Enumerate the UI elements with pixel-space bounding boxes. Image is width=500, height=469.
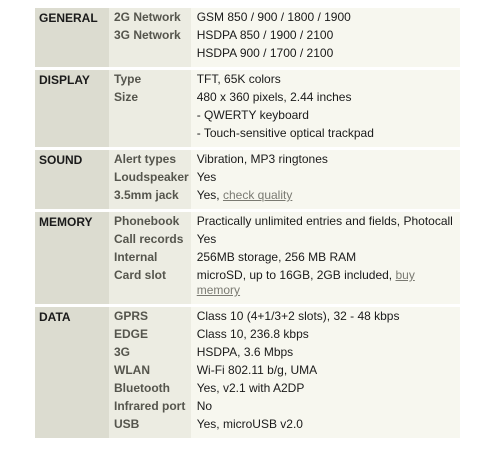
spec-label: Internal xyxy=(109,248,191,266)
check-quality-link[interactable]: check quality xyxy=(222,188,293,202)
spec-value-text: microSD, up to 16GB, 2GB included, xyxy=(196,268,393,282)
spec-value: Class 10 (4+1/3+2 slots), 32 - 48 kbps xyxy=(191,307,460,325)
spec-value: GSM 850 / 900 / 1800 / 1900 xyxy=(191,8,460,26)
spec-label: GPRS xyxy=(109,307,191,325)
spec-label: USB xyxy=(109,415,191,438)
spec-label: Call records xyxy=(109,230,191,248)
spec-value: No xyxy=(191,397,460,415)
spec-value: Yes, v2.1 with A2DP xyxy=(191,379,460,397)
spec-label: 2G Network xyxy=(109,8,191,26)
spec-label: 3G xyxy=(109,343,191,361)
spec-value: Yes xyxy=(191,168,460,186)
spec-value: 480 x 360 pixels, 2.44 inches xyxy=(191,88,460,106)
spec-value: - Touch-sensitive optical trackpad xyxy=(191,124,460,147)
spec-value: Yes, microUSB v2.0 xyxy=(191,415,460,438)
spec-label: Alert types xyxy=(109,150,191,168)
section-title-memory: MEMORY xyxy=(35,212,109,304)
spec-value: - QWERTY keyboard xyxy=(191,106,460,124)
spec-value: HSDPA 850 / 1900 / 2100 xyxy=(191,26,460,44)
spec-label: WLAN xyxy=(109,361,191,379)
spec-label: Card slot xyxy=(109,266,191,304)
buy-memory-link[interactable]: buy memory xyxy=(196,268,415,297)
section-title-data: DATA xyxy=(35,307,109,438)
spec-label: Type xyxy=(109,70,191,88)
spec-value: Practically unlimited entries and fields, Photocall xyxy=(191,212,460,230)
spec-value: HSDPA, 3.6 Mbps xyxy=(191,343,460,361)
spec-value: Class 10, 236.8 kbps xyxy=(191,325,460,343)
spec-row-gprs xyxy=(35,307,460,325)
spec-value: Yes xyxy=(191,230,460,248)
spec-label: Infrared port xyxy=(109,397,191,415)
spec-label: 3.5mm jack xyxy=(109,186,191,209)
spec-value: HSDPA 900 / 1700 / 2100 xyxy=(191,44,460,67)
spec-value: 256MB storage, 256 MB RAM xyxy=(191,248,460,266)
spec-row-type xyxy=(35,70,460,88)
spec-label: EDGE xyxy=(109,325,191,343)
spec-value xyxy=(191,266,460,304)
spec-row-2g-network xyxy=(35,8,460,26)
spec-label: Bluetooth xyxy=(109,379,191,397)
spec-value: Vibration, MP3 ringtones xyxy=(191,150,460,168)
spec-label: Loudspeaker xyxy=(109,168,191,186)
spec-row-phonebook xyxy=(35,212,460,230)
section-title-sound: SOUND xyxy=(35,150,109,209)
spec-label: Phonebook xyxy=(109,212,191,230)
spec-row-alert-types xyxy=(35,150,460,168)
spec-value xyxy=(191,186,460,209)
spec-value: Wi-Fi 802.11 b/g, UMA xyxy=(191,361,460,379)
section-title-display: DISPLAY xyxy=(35,70,109,147)
spec-value-text: Yes, xyxy=(196,188,220,202)
spec-label: Size xyxy=(109,88,191,106)
spec-label: 3G Network xyxy=(109,26,191,44)
spec-value: TFT, 65K colors xyxy=(191,70,460,88)
section-title-general: GENERAL xyxy=(35,8,109,67)
specs-table xyxy=(35,8,460,438)
